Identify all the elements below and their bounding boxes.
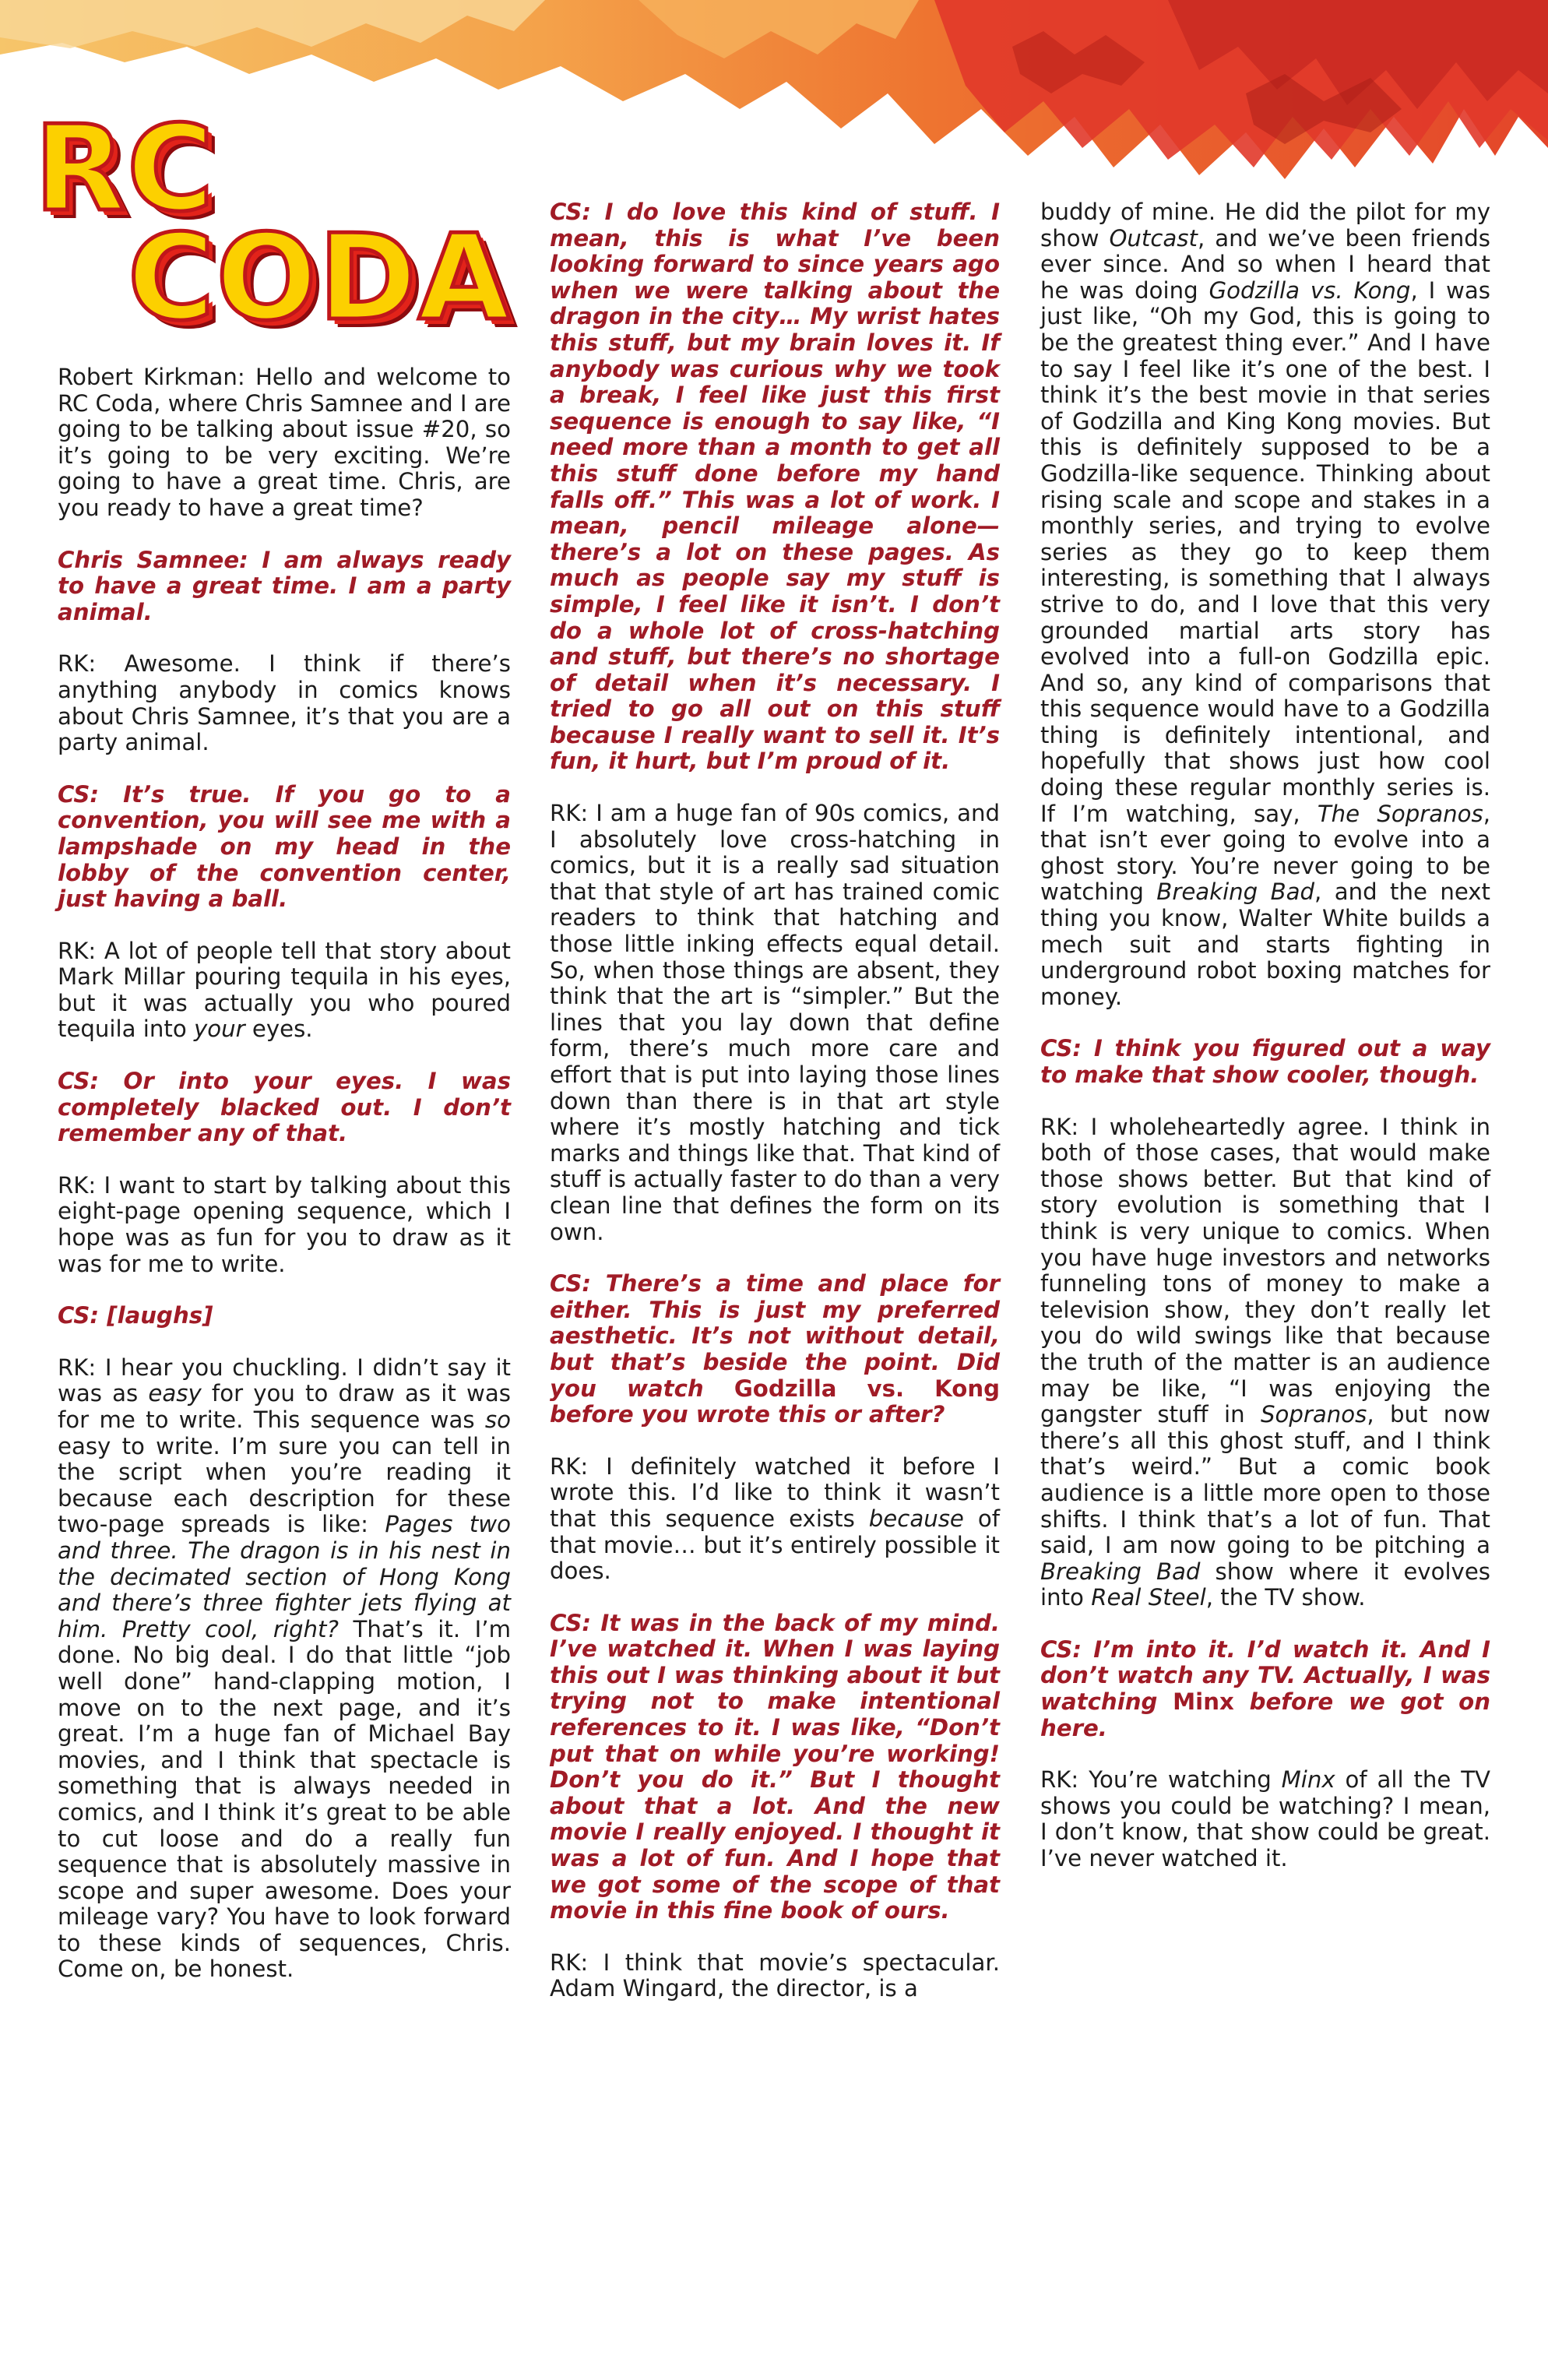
text-run: Pages two and three. The dragon is in his nest in the decimated section of Hong Kong and there’s three fighter jets flying at him. Pretty cool, right? <box>58 1511 511 1642</box>
text-run: , but now there’s all this ghost stuff, and I think that’s weird.” But a comic book audience is a little more open to those shifts. I think that’s a lot of fun. That said, I am now going to be pitching a <box>1040 1401 1490 1559</box>
text-run: RK: Awesome. I think if there’s anything anybody in comics knows about Chris Samnee, it’s that you are a party animal. <box>58 650 511 756</box>
text-run: RK: I wholeheartedly agree. I think in both of those cases, that would make those shows better. But that kind of story evolution is something that I think is very unique to comics. When you have huge investors and networks funneling tons of money to make a television show, they don’t really let you do wild swings like that because the truth of the matter is an audience may be like, “I was enjoying the gangster stuff in <box>1040 1113 1490 1428</box>
text-run: easy to write. I’m sure you can tell in the script when you’re reading it because each description for these two-page spreads is like: <box>58 1432 511 1538</box>
text-run: , I was just like, “Oh my God, this is going to be the greatest thing ever.” And I have to say I feel like it’s one of the best. I think it’s the best movie in that series of Godzilla and King Kong movies. But this is definitely supposed to be a Godzilla-like sequence. Thinking about rising scale and scope and stakes in a monthly series, and trying to evolve series as they go to keep them interesting, is something that I always strive to do, and I love that this very grounded martial arts story has evolved into a full-on Godzilla epic. And so, any kind of comparisons that this sequence would have to a Godzilla thing is definitely intentional, and hopefully that shows just how cool doing these regular monthly series is. If I’m watching, say, <box>1040 276 1490 827</box>
kirkman-paragraph <box>58 364 511 522</box>
kirkman-paragraph <box>58 651 511 755</box>
samnee-answer-paragraph <box>58 782 511 913</box>
text-run: show where it evolves into <box>1040 1558 1490 1611</box>
samnee-answer-paragraph <box>550 1271 1000 1428</box>
text-run: Sopranos <box>1260 1401 1367 1428</box>
text-run: of that movie… but it’s entirely possible it does. <box>550 1505 1000 1585</box>
text-run: RK: You’re watching <box>1040 1766 1282 1794</box>
text-run: RK: I think that movie’s spectacular. Adam Wingard, the director, is a <box>550 1949 1000 2002</box>
kirkman-paragraph <box>58 938 511 1043</box>
samnee-answer-paragraph <box>550 199 1000 775</box>
text-run: CS: Or into your eyes. I was completely blacked out. I don’t remember any of that. <box>58 1068 511 1147</box>
kirkman-paragraph <box>550 1454 1000 1585</box>
article-column-1 <box>58 364 511 2009</box>
text-run: Godzilla vs. Kong <box>734 1375 1000 1402</box>
text-run: RK: I hear you chuckling. I didn’t say it was as <box>58 1354 511 1407</box>
text-run: , and we’ve been friends ever since. And so when I heard that he was doing <box>1040 224 1490 304</box>
text-run: Breaking Bad <box>1156 878 1315 906</box>
kirkman-paragraph <box>58 1355 511 1983</box>
kirkman-paragraph <box>1040 199 1490 1010</box>
logo-line-coda: CODA <box>128 209 512 347</box>
kirkman-paragraph <box>1040 1767 1490 1871</box>
logo-line-rc: RC <box>34 100 216 238</box>
samnee-answer-paragraph <box>550 1611 1000 1924</box>
text-run: Godzilla vs. Kong <box>1208 276 1411 304</box>
article-column-3 <box>1040 199 1490 1898</box>
text-run: CS: There’s a time and place for either. This is just my preferred aesthetic. It’s not without detail, but that’s beside the point. Did you watch <box>550 1270 1000 1402</box>
text-run: of all the TV shows you could be watching? I mean, I don’t know, that show could be great. I’ve never watched it. <box>1040 1766 1491 1872</box>
text-run: easy <box>148 1380 202 1407</box>
text-run: CS: It was in the back of my mind. I’ve watched it. When I was laying this out I was thinking about it but trying not to make intentional references to it. I was like, “Don’t put that on while you’re working! Don’t you do it.” But I thought about that a lot. And the new movie I really enjoyed. I thought it was a lot of fun. And I hope that we got some of the scope of that movie in this fine book of ours. <box>550 1609 1000 1924</box>
text-run: for you to draw as it was for me to write. This sequence was <box>58 1380 511 1433</box>
text-run: RK: I definitely watched it before I wrote this. I’d like to think it wasn’t that this sequence exists <box>550 1452 1000 1532</box>
text-run: That’s it. I’m done. No big deal. I do that little “job well done” hand-clapping motion, I move on to the next page, and it’s great. I’m a huge fan of Michael Bay movies, and I think that spectacle is something that is always needed in comics, and I think it’s great to be able to cut loose and do a really fun sequence that is absolutely massive in scope and super awesome. Does your mileage vary? You have to look forward to these kinds of sequences, Chris. Come on, be honest. <box>58 1615 511 1983</box>
text-run: CS: It’s true. If you go to a convention, you will see me with a lampshade on my head in the lobby of the convention center, just having a ball. <box>58 780 511 913</box>
text-run: CS: I do love this kind of stuff. I mean, this is what I’ve been looking forward to since years ago when we were talking about the dragon in the city… My wrist hates this stuff, but my brain loves it. If anybody was curious why we took a break, I feel like just this first sequence is enough to say like, “I need more than a month to get all this stuff done before my hand falls off.” This was a lot of work. I mean, pencil mileage alone—there’s a lot on these pages. As much as people say my stuff is simple, I feel like it isn’t. I don’t do a whole lot of cross-hatching and stuff, but there’s no shortage of detail when it’s necessary. I tried to go all out on this stuff because I really want to sell it. It’s fun, it hurt, but I’m proud of it. <box>550 199 1000 775</box>
text-run: so <box>484 1407 511 1433</box>
text-run: RK: I am a huge fan of 90s comics, and I absolutely love cross-hatching in comics, but it is a really sad situation that that style of art has trained comic readers to think that hatching and those little inking effects equal detail. So, when those things are absent, they think that the art is “simpler.” But the lines that you lay down that define form, there’s much more care and effort that is put into laying those lines down than there is in that art style where it’s mostly hatching and tick marks and things like that. That kind of stuff is actually faster to do than a very clean line that defines the form on its own. <box>550 800 1000 1245</box>
samnee-answer-paragraph <box>1040 1036 1490 1088</box>
text-run: The Sopranos <box>1317 800 1483 827</box>
kirkman-paragraph <box>58 1173 511 1277</box>
text-run: , the TV show. <box>1205 1584 1366 1611</box>
kirkman-paragraph <box>550 801 1000 1245</box>
text-run: Minx <box>1281 1766 1335 1794</box>
samnee-answer-paragraph <box>58 547 511 626</box>
text-run: CS: I’m into it. I’d watch it. And I don’t watch any TV. Actually, I was watching <box>1040 1635 1490 1716</box>
text-run: , and the next thing you know, Walter White builds a mech suit and starts fighting in underground robot boxing matches for money. <box>1040 878 1490 1010</box>
text-run: CS: [laughs] <box>58 1302 213 1329</box>
text-run: CS: I think you figured out a way to make that show cooler, though. <box>1040 1035 1490 1088</box>
article-column-2 <box>550 199 1000 2028</box>
text-run: Minx <box>1173 1688 1234 1716</box>
kirkman-paragraph <box>550 1950 1000 2002</box>
text-run: , that isn’t ever going to evolve into a ghost story. You’re never going to be watching <box>1040 800 1490 906</box>
text-run: before you wrote this or after? <box>550 1401 945 1428</box>
samnee-answer-paragraph <box>1040 1637 1490 1741</box>
text-run: Real Steel <box>1091 1584 1206 1611</box>
text-run: before we got on here. <box>1040 1688 1490 1741</box>
samnee-answer-paragraph <box>58 1069 511 1147</box>
rc-coda-logo <box>34 100 533 368</box>
samnee-answer-paragraph <box>58 1303 511 1329</box>
text-run: because <box>868 1505 964 1532</box>
text-run: Chris Samnee: I am always ready to have a great time. I am a party animal. <box>58 546 511 625</box>
kirkman-paragraph <box>1040 1114 1490 1611</box>
text-run: RK: A lot of people tell that story about Mark Millar pouring tequila in his eyes, but it was actually you who poured tequila into <box>58 937 511 1043</box>
text-run: Outcast <box>1109 224 1198 252</box>
text-run: Breaking Bad <box>1040 1558 1201 1585</box>
text-run: RK: I want to start by talking about this eight-page opening sequence, which I hope was as fun for you to draw as it was for me to write. <box>58 1171 511 1277</box>
text-run: eyes. <box>245 1016 313 1043</box>
text-run: your <box>194 1016 245 1043</box>
text-run: buddy of mine. He did the pilot for my show <box>1040 199 1490 252</box>
text-run: Robert Kirkman: Hello and welcome to RC Coda, where Chris Samnee and I are going to be talking about issue #20, so it’s going to be very exciting. We’re going to have a great time. Chris, are you ready to have a great time? <box>58 364 511 521</box>
